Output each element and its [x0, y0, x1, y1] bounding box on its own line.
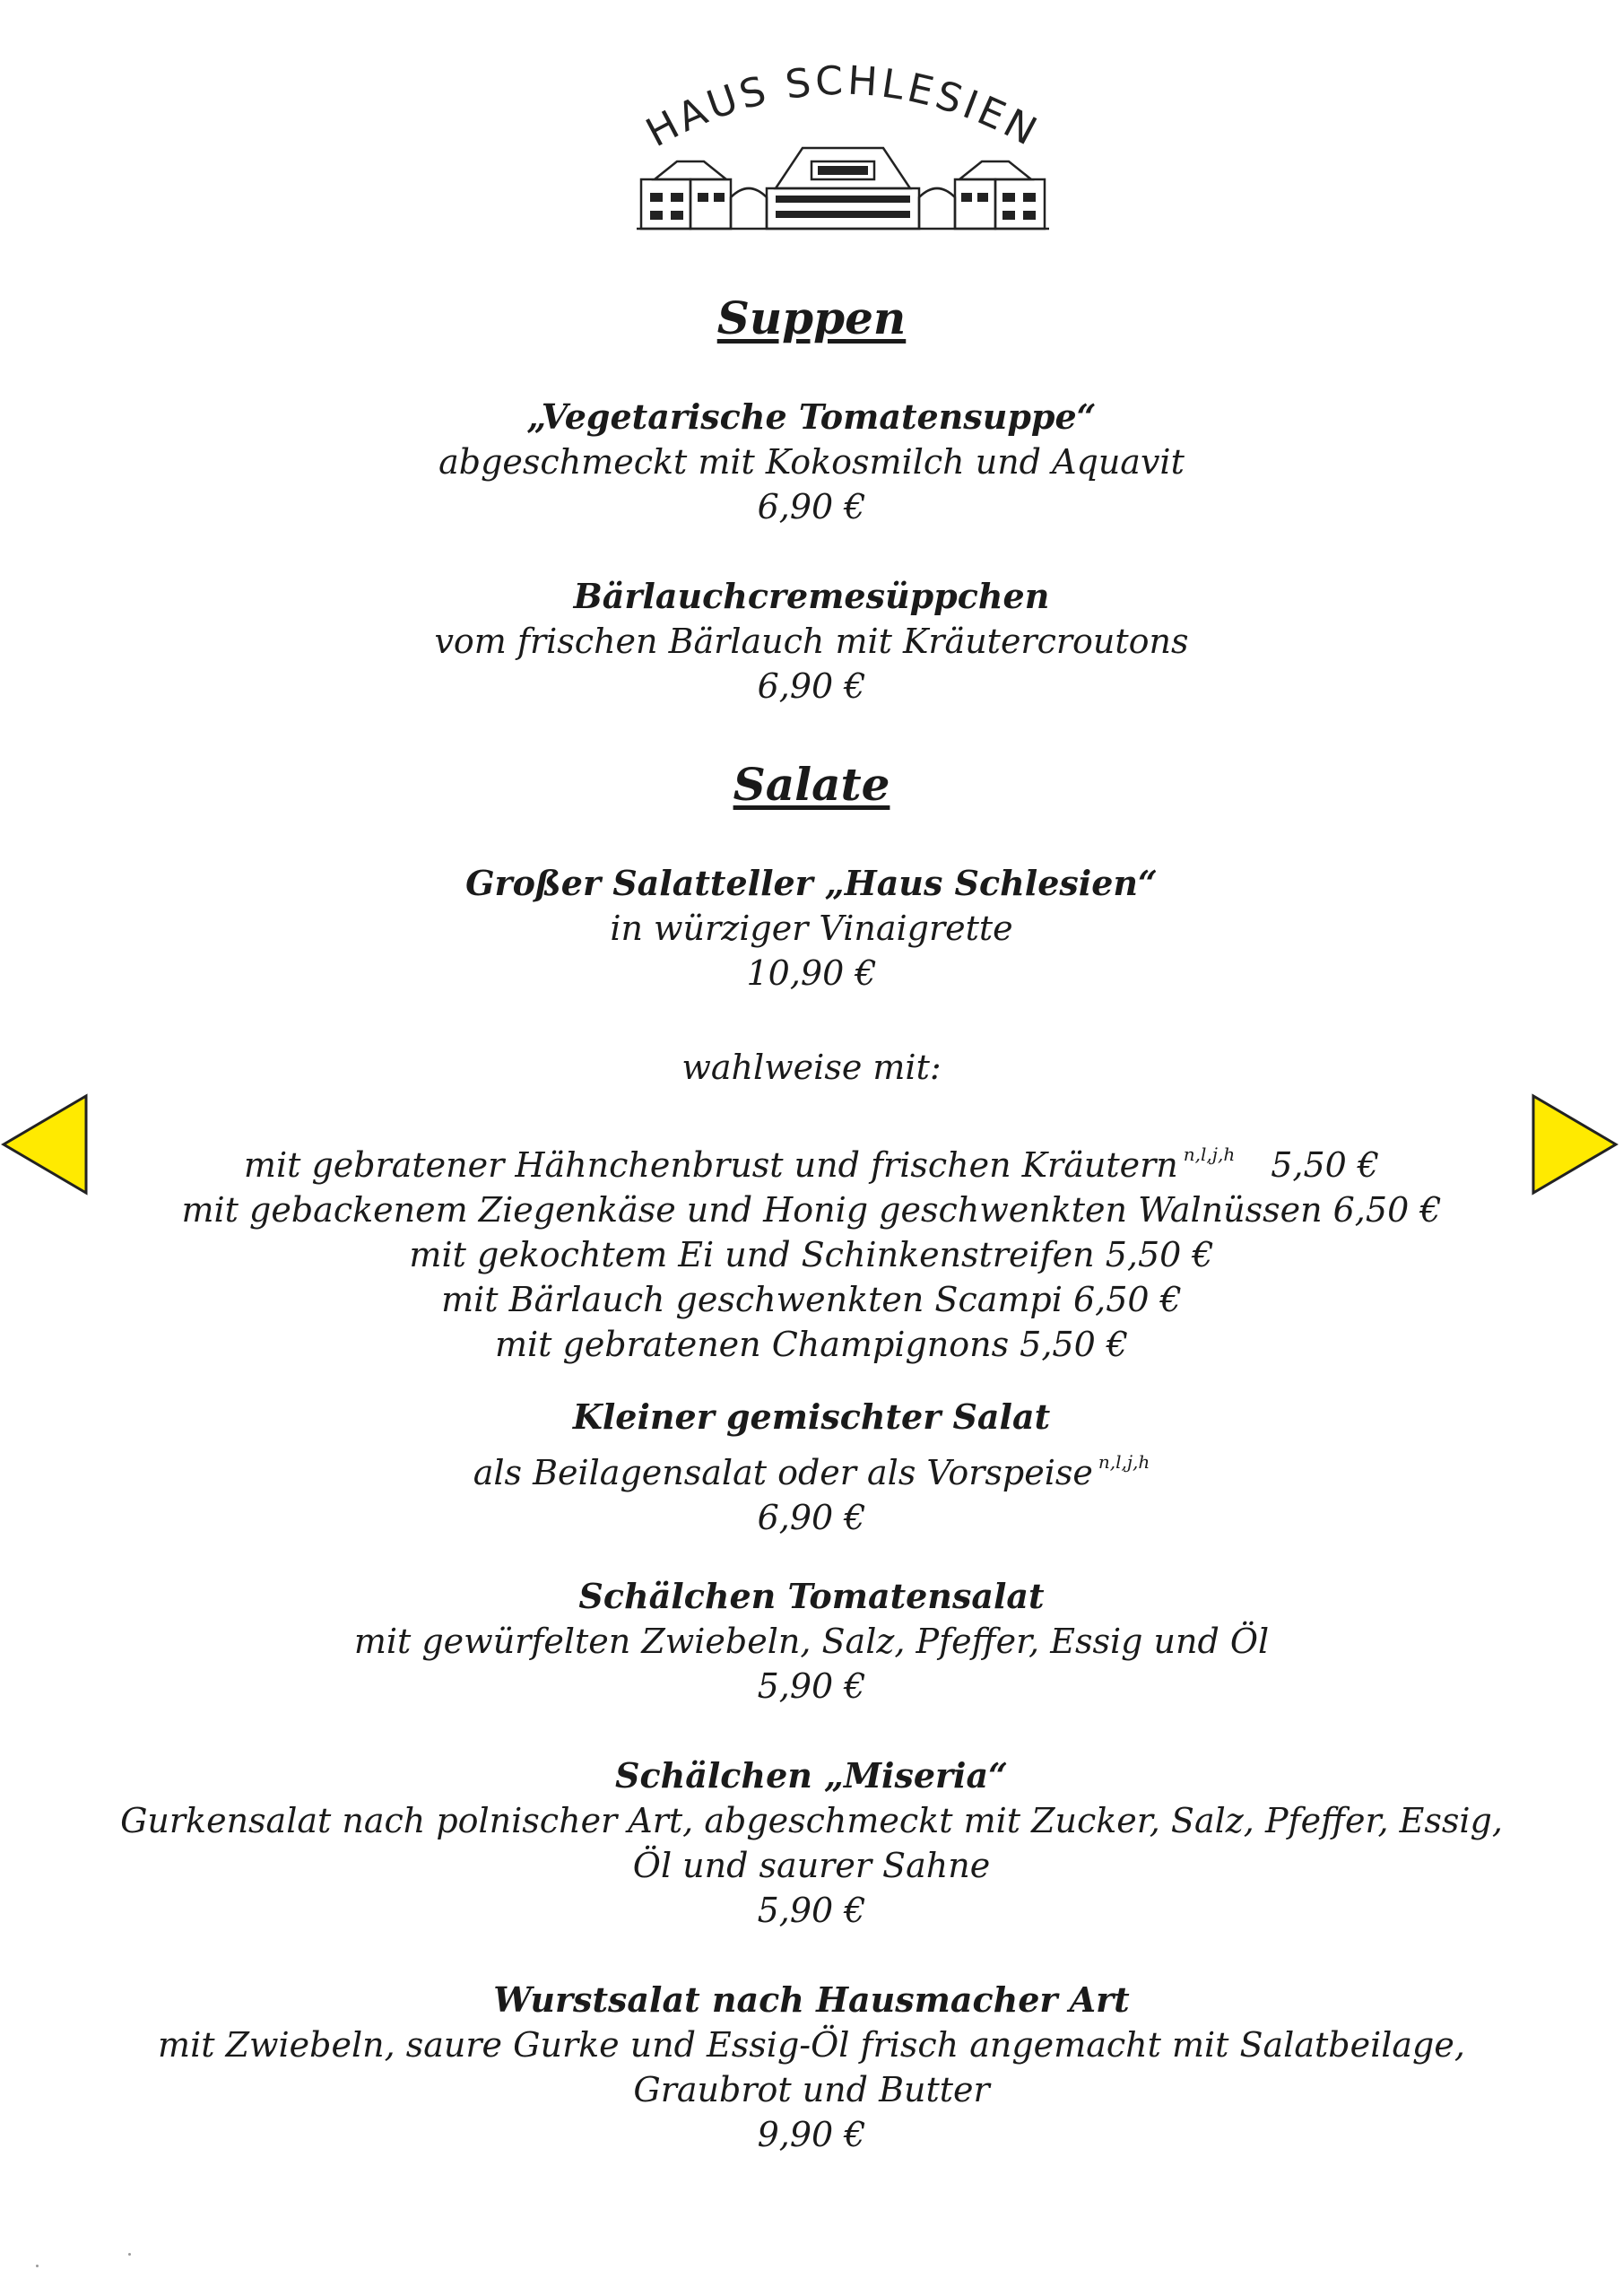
menu-item [0, 1395, 1623, 1540]
item-name: Schälchen Tomatensalat [578, 1576, 1045, 1616]
triangle-right-icon[interactable] [1530, 1092, 1619, 1196]
item-price: 6,90 € [757, 487, 866, 526]
extras-row [0, 1132, 1623, 1187]
menu-item [0, 1978, 1623, 2157]
extras-row: mit gebackenem Ziegenkäse und Honig geschwenkten Walnüssen 6,50 € [181, 1190, 1442, 1230]
extras-list [0, 1132, 1623, 1367]
item-price: 5,90 € [757, 1891, 866, 1930]
logo-text: HAUS SCHLESIEN [638, 57, 1047, 157]
extras-row-price: 5,50 € [1271, 1145, 1380, 1185]
menu-item [0, 574, 1623, 709]
item-name: Kleiner gemischter Salat [572, 1396, 1051, 1437]
haus-schlesien-logo [628, 36, 1058, 242]
triangle-left-icon[interactable] [0, 1092, 90, 1196]
section-title-salate: Salate [733, 758, 890, 811]
item-description-row [0, 1439, 1623, 1495]
scan-speck [36, 2265, 39, 2267]
allergen-note: n,l,j,h [1098, 1451, 1150, 1473]
item-name: Schälchen „Miseria“ [615, 1755, 1008, 1796]
item-description: mit gewürfelten Zwiebeln, Salz, Pfeffer, Essig und Öl [353, 1622, 1270, 1661]
extras-row: mit gekochtem Ei und Schinkenstreifen 5,50 € [409, 1235, 1214, 1274]
item-description: Gurkensalat nach polnischer Art, abgeschmeckt mit Zucker, Salz, Pfeffer, Essig, [120, 1801, 1503, 1840]
extras-row-text: mit gebratener Hähnchenbrust und frischen Kräutern [243, 1145, 1178, 1185]
item-description: in würziger Vinaigrette [610, 909, 1013, 948]
item-description: Öl und saurer Sahne [632, 1846, 991, 1885]
svg-text:HAUS SCHLESIEN [639, 58, 1047, 157]
item-name: Großer Salatteller „Haus Schlesien“ [465, 863, 1158, 903]
item-name: Bärlauchcremesüppchen [573, 576, 1050, 616]
item-description: vom frischen Bärlauch mit Kräutercroutons [434, 622, 1189, 661]
menu-item [0, 1574, 1623, 1709]
menu-item [0, 395, 1623, 529]
scan-speck [128, 2253, 131, 2256]
section-title-suppen: Suppen [716, 291, 907, 344]
item-description: abgeschmeckt mit Kokosmilch und Aquavit [438, 442, 1185, 482]
item-price: 6,90 € [757, 1498, 866, 1537]
menu-item [0, 861, 1623, 996]
item-description: mit Zwiebeln, saure Gurke und Essig-Öl frisch angemacht mit Salatbeilage, [158, 2025, 1465, 2065]
item-name: Wurstsalat nach Hausmacher Art [493, 1979, 1130, 2020]
item-description: als Beilagensalat oder als Vorspeise [473, 1453, 1093, 1492]
item-price: 5,90 € [757, 1666, 866, 1706]
item-description: Graubrot und Butter [633, 2070, 990, 2109]
extras-row: mit Bärlauch geschwenkten Scampi 6,50 € [441, 1280, 1182, 1319]
item-price: 6,90 € [757, 666, 866, 706]
item-price: 9,90 € [757, 2115, 866, 2154]
extras-intro: wahlweise mit: [681, 1048, 942, 1087]
menu-item [0, 1753, 1623, 1933]
allergen-note: n,l,j,h [1183, 1144, 1236, 1165]
extras-row: mit gebratenen Champignons 5,50 € [494, 1325, 1129, 1364]
item-price: 10,90 € [746, 953, 877, 993]
item-name: „Vegetarische Tomatensuppe“ [526, 396, 1097, 437]
